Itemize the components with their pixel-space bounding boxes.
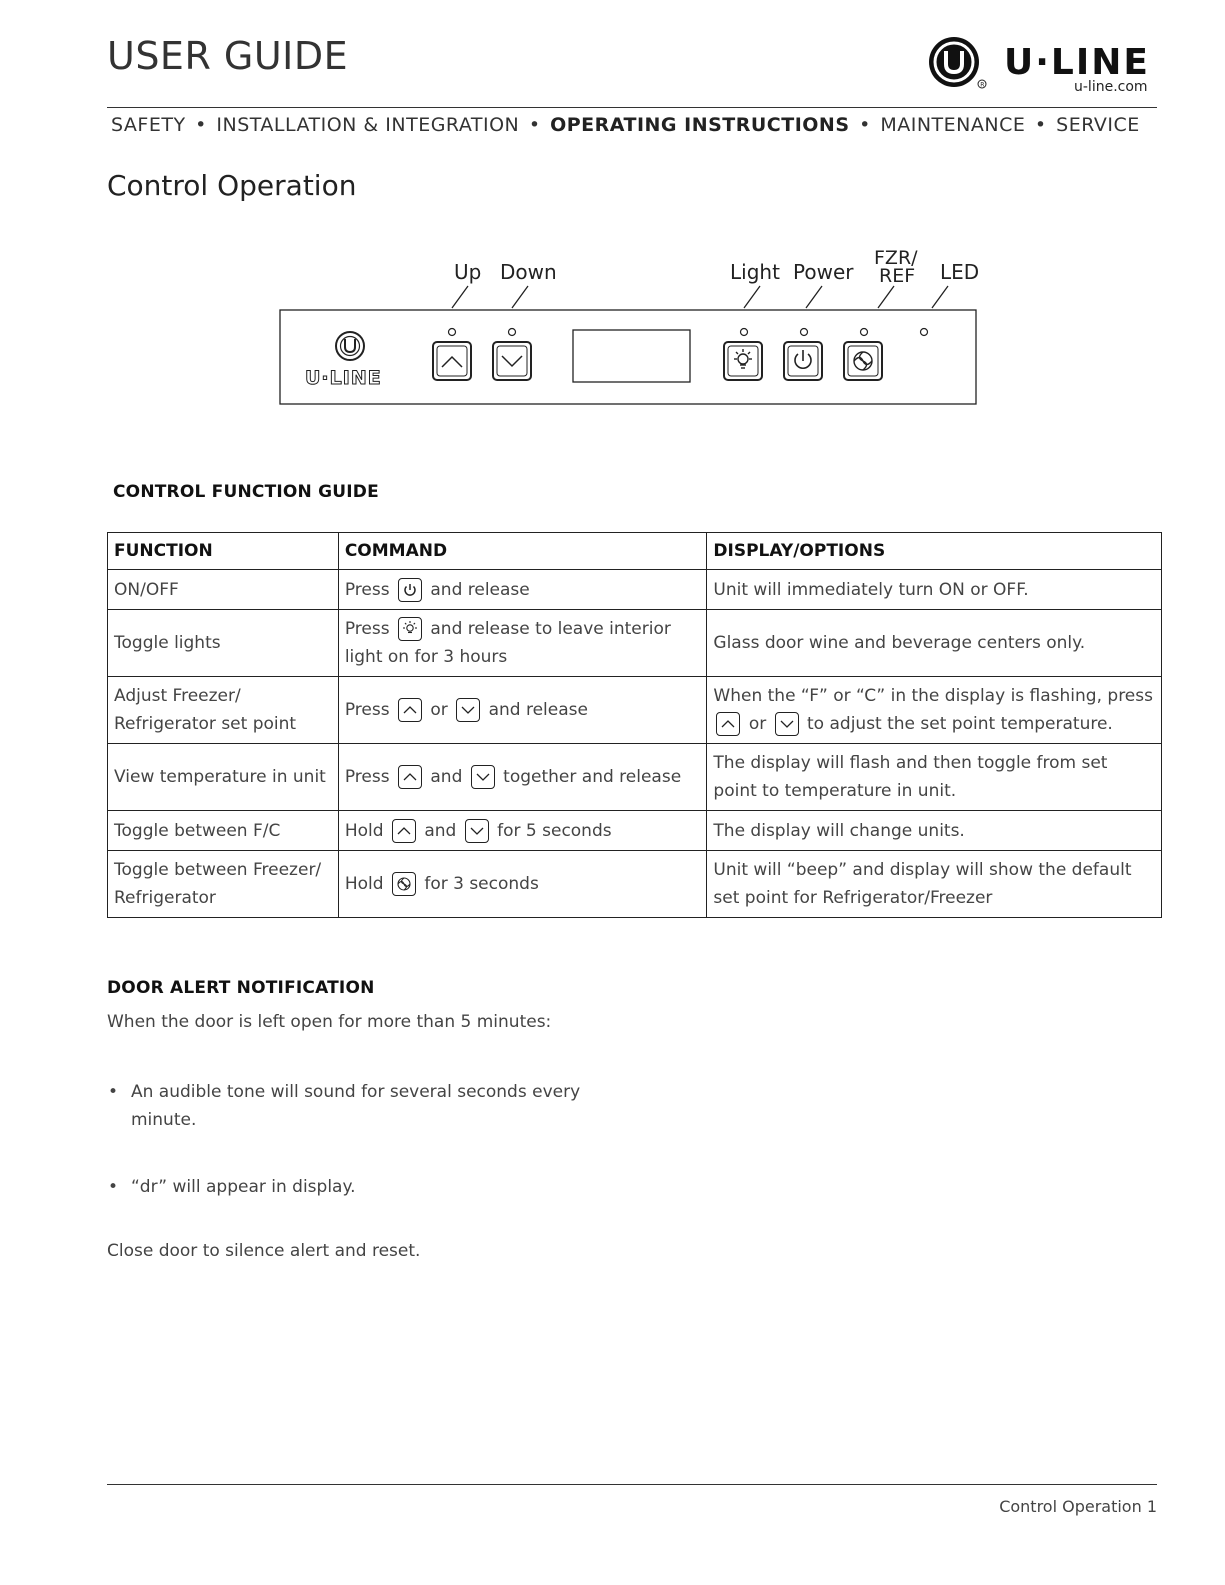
chevron-up-icon	[392, 819, 416, 843]
display-cell: The display will flash and then toggle from set point to temperature in unit.	[707, 744, 1162, 811]
label-power: Power	[793, 260, 854, 284]
swirl-icon	[392, 872, 416, 896]
command-cell	[338, 811, 707, 851]
bullet-text: An audible tone will sound for several seconds every minute.	[131, 1082, 581, 1130]
display-cell	[707, 677, 1162, 744]
display-cell: Glass door wine and beverage centers only.	[707, 610, 1162, 677]
logo-url: u-line.com	[1074, 79, 1148, 95]
command-text: and	[430, 767, 463, 787]
panel-fzr-ref-button	[844, 342, 882, 380]
label-down: Down	[500, 260, 557, 284]
footer-rule	[107, 1484, 1157, 1485]
bullet-dot: •	[108, 1082, 119, 1102]
label-up: Up	[454, 260, 482, 284]
table-header-row	[108, 533, 1162, 570]
indicator-light	[741, 329, 748, 336]
panel-uline-logo-icon	[336, 332, 364, 360]
nav-separator: •	[1034, 114, 1047, 136]
command-text: Hold	[344, 874, 384, 894]
column-header-function: FUNCTION	[108, 533, 339, 570]
command-text: Press	[344, 700, 390, 720]
command-cell	[338, 677, 707, 744]
table-row	[108, 851, 1162, 918]
label-fzr: FZR/	[874, 247, 918, 269]
door-alert-heading: DOOR ALERT NOTIFICATION	[107, 978, 375, 998]
page-number: Control Operation 1	[999, 1497, 1157, 1516]
logo-wordmark: U·LINE	[1004, 42, 1150, 83]
svg-text:R: R	[980, 81, 985, 89]
list-item	[108, 1078, 591, 1134]
chevron-down-icon	[471, 765, 495, 789]
command-text: for 3 seconds	[424, 874, 539, 894]
function-cell: Toggle between Freezer/ Refrigerator	[108, 851, 339, 918]
indicator-led	[921, 329, 928, 336]
display-text: When the “F” or “C” in the display is flashing, press	[713, 686, 1153, 706]
display-text: to adjust the set point temperature.	[807, 714, 1113, 734]
table-row	[108, 677, 1162, 744]
nav-safety[interactable]: SAFETY	[111, 114, 186, 136]
display-cell: The display will change units.	[707, 811, 1162, 851]
command-text: Press	[344, 579, 390, 600]
chevron-up-icon	[398, 765, 422, 789]
nav-operating-instructions[interactable]: OPERATING INSTRUCTIONS	[550, 114, 850, 136]
header-rule	[107, 107, 1157, 108]
indicator-down	[509, 329, 516, 336]
display-text: or	[748, 714, 767, 734]
door-alert-intro: When the door is left open for more than 5 minutes:	[107, 1012, 552, 1032]
door-alert-closing: Close door to silence alert and reset.	[107, 1241, 421, 1261]
column-header-command: COMMAND	[338, 533, 707, 570]
panel-power-button	[784, 342, 822, 380]
command-cell	[338, 610, 707, 677]
function-cell: View temperature in unit	[108, 744, 339, 811]
document-title: USER GUIDE	[107, 34, 349, 78]
column-header-display: DISPLAY/OPTIONS	[707, 533, 1162, 570]
command-text: Press	[344, 619, 390, 639]
bullet-dot: •	[108, 1177, 119, 1197]
command-text: and release	[430, 579, 530, 600]
panel-up-button	[433, 342, 471, 380]
display-cell: Unit will “beep” and display will show the default set point for Refrigerator/Freezer	[707, 851, 1162, 918]
indicator-up	[449, 329, 456, 336]
command-cell	[338, 744, 707, 811]
table-row	[108, 811, 1162, 851]
control-panel-diagram	[270, 240, 990, 420]
command-cell	[338, 851, 707, 918]
section-nav	[111, 114, 1140, 136]
table-row	[108, 744, 1162, 811]
panel-down-button	[493, 342, 531, 380]
nav-separator: •	[859, 114, 871, 136]
label-ref: REF	[879, 265, 916, 287]
chevron-down-icon	[465, 819, 489, 843]
chevron-up-icon	[716, 712, 740, 736]
command-text: and	[424, 820, 457, 841]
indicator-power	[801, 329, 808, 336]
nav-service[interactable]: SERVICE	[1056, 114, 1140, 136]
command-text: and release to leave interior light on for 3 hours	[344, 619, 671, 667]
display-cell: Unit will immediately turn ON or OFF.	[707, 570, 1162, 610]
function-cell: ON/OFF	[108, 570, 339, 610]
list-item	[108, 1173, 591, 1201]
command-cell	[338, 570, 707, 610]
bullet-text: “dr” will appear in display.	[131, 1177, 356, 1197]
command-text: or	[430, 700, 448, 720]
table-row	[108, 570, 1162, 610]
nav-maintenance[interactable]: MAINTENANCE	[880, 114, 1026, 136]
nav-separator: •	[195, 114, 207, 136]
nav-separator: •	[528, 114, 541, 136]
control-function-table	[107, 532, 1162, 918]
label-led: LED	[940, 260, 980, 284]
power-icon	[398, 578, 422, 602]
table-row	[108, 610, 1162, 677]
command-text: and release	[488, 700, 588, 720]
chevron-down-icon	[456, 698, 480, 722]
label-light: Light	[730, 260, 780, 284]
command-text: Press	[344, 767, 390, 787]
section-title: Control Operation	[107, 169, 357, 202]
command-text: Hold	[344, 820, 384, 841]
panel-light-button	[724, 342, 762, 380]
chevron-up-icon	[398, 698, 422, 722]
function-cell: Toggle lights	[108, 610, 339, 677]
temperature-display	[573, 330, 690, 382]
chevron-down-icon	[775, 712, 799, 736]
lightbulb-icon	[398, 617, 422, 641]
function-cell: Toggle between F/C	[108, 811, 339, 851]
panel-brand: U·LINE	[305, 367, 382, 389]
command-text: for 5 seconds	[497, 820, 612, 841]
function-cell: Adjust Freezer/ Refrigerator set point	[108, 677, 339, 744]
command-text: together and release	[503, 767, 682, 787]
nav-installation[interactable]: INSTALLATION & INTEGRATION	[216, 114, 520, 136]
control-guide-heading: CONTROL FUNCTION GUIDE	[113, 482, 379, 502]
indicator-fzr-ref	[861, 329, 868, 336]
